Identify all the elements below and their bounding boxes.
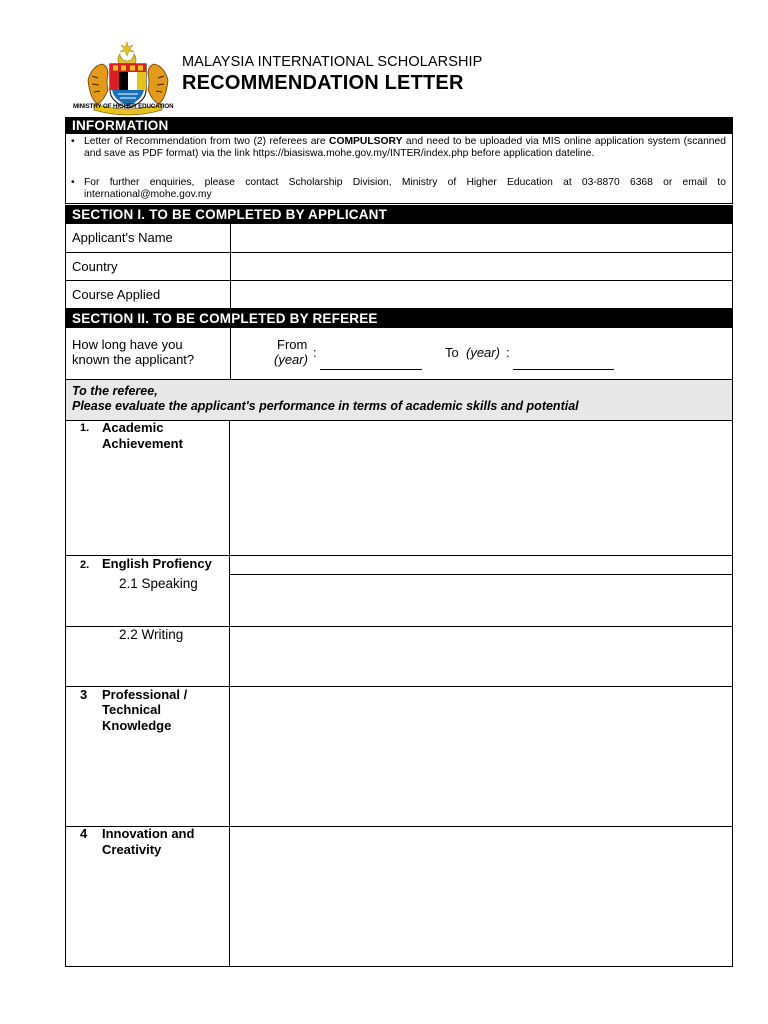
academic-achievement-field[interactable] [230, 421, 732, 555]
referee-instruction-line2: Please evaluate the applicant's performance in terms of academic skills and potential [72, 399, 579, 413]
criterion-3-number: 3 [80, 687, 88, 702]
country-field[interactable] [231, 253, 732, 280]
document-title: RECOMMENDATION LETTER [182, 72, 464, 94]
to-label: To [445, 345, 459, 360]
criterion-2-label: English Profiency [102, 556, 212, 571]
scholarship-title: MALAYSIA INTERNATIONAL SCHOLARSHIP [182, 54, 483, 70]
country-label: Country [66, 253, 231, 280]
criterion-4-label-line1: Innovation and [102, 826, 195, 841]
criterion-1-label-line1: Academic [102, 420, 164, 435]
course-applied-field[interactable] [231, 281, 732, 308]
criterion-3-label-line1: Professional / [102, 687, 188, 702]
applicant-name-row [65, 224, 733, 253]
course-applied-row [65, 281, 733, 309]
writing-field[interactable] [230, 627, 732, 686]
criterion-4-label-line2: Creativity [102, 842, 162, 857]
professional-knowledge-field[interactable] [230, 687, 732, 826]
to-colon: : [506, 345, 510, 360]
from-year-label: (year) [274, 352, 308, 367]
to-year-label: (year) [466, 345, 500, 360]
duration-label-line2: known the applicant? [72, 352, 195, 367]
from-year-input-line[interactable] [320, 369, 422, 370]
duration-label [66, 328, 231, 379]
course-applied-label: Course Applied [66, 281, 231, 308]
criterion-3-label-line2: Technical [102, 702, 162, 717]
criterion-2-2-label: 2.2 Writing [119, 627, 184, 642]
to-year-input-line[interactable] [513, 369, 614, 370]
bullet1-text-start: Letter of Recommendation from two (2) referees are [84, 136, 330, 147]
criterion-2-1-label: 2.1 Speaking [119, 576, 198, 591]
information-box [65, 134, 733, 204]
applicant-name-label: Applicant's Name [66, 224, 231, 252]
information-bullet-1 [71, 136, 726, 161]
compulsory-text: COMPULSORY [329, 136, 403, 147]
bullet2-text: For further enquiries, please contact Scholarship Division, Ministry of Higher Education at 03-8870 6368 or email to international@mohe.gov.my [84, 177, 726, 201]
duration-label-line1: How long have you [72, 337, 183, 352]
from-label: From [277, 337, 308, 352]
referee-instruction-line1: To the referee, [72, 384, 158, 398]
criterion-1-number: 1. [80, 422, 90, 434]
ministry-label: MINISTRY OF HIGHER EDUCATION [73, 103, 174, 110]
bullet1-text-end: and need to be uploaded via MIS online application system (scanned and save as PDF format) via the link https://biasiswa.mohe.gov.my/INTER/index.php before application dateline. [84, 136, 726, 160]
bullet-point: • [71, 136, 75, 147]
duration-row [65, 328, 733, 380]
bullet-point: • [71, 177, 75, 188]
information-bullet-2 [71, 177, 726, 202]
innovation-creativity-field[interactable] [230, 827, 732, 966]
applicant-name-field[interactable] [231, 224, 732, 252]
section-2-header: SECTION II. TO BE COMPLETED BY REFEREE [65, 309, 733, 328]
country-row [65, 253, 733, 281]
criterion-1-label-line2: Achievement [102, 436, 183, 451]
criterion-4-number: 4 [80, 826, 88, 841]
referee-instruction [65, 380, 733, 421]
criterion-3-label-line3: Knowledge [102, 718, 172, 733]
criterion-2-number: 2. [80, 559, 90, 571]
from-colon: : [313, 345, 317, 360]
section-1-header: SECTION I. TO BE COMPLETED BY APPLICANT [65, 205, 733, 224]
speaking-field[interactable] [230, 575, 732, 626]
information-header: INFORMATION [65, 117, 733, 134]
